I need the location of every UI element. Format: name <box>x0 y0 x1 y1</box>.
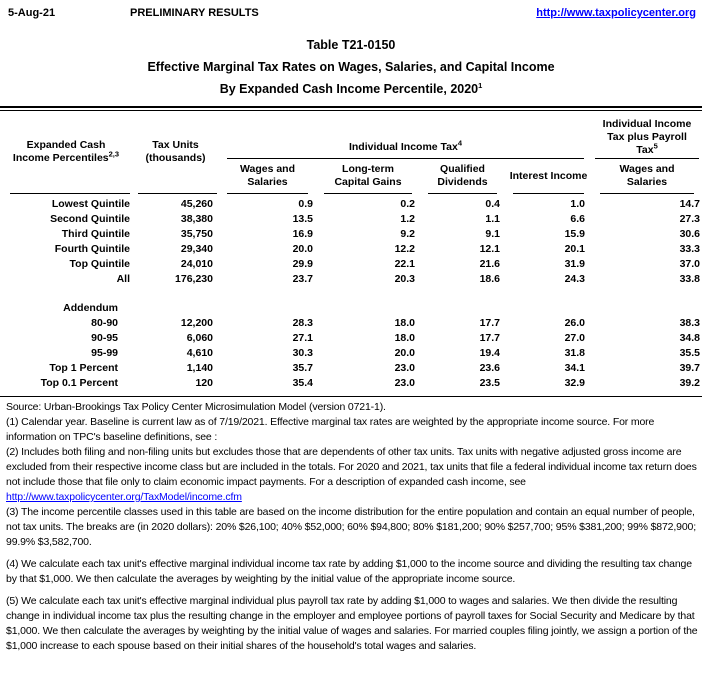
table-row <box>0 227 702 242</box>
individual-income-tax-group-header <box>219 111 592 159</box>
row-value: 20.0 <box>292 243 313 255</box>
subheader-line2: Dividends <box>437 176 488 188</box>
row-value: 19.4 <box>479 347 500 359</box>
row-value: 1.2 <box>400 213 415 225</box>
tax-units-header-line1: Tax Units <box>152 139 199 151</box>
row-value: 27.0 <box>564 332 585 344</box>
income-plus-payroll-group <box>592 111 702 194</box>
table-row <box>0 361 702 376</box>
subheader-line2: Capital Gains <box>334 176 402 188</box>
group-header-label: Individual Income Tax$^4$ <box>348 138 463 153</box>
row-value: 33.8 <box>679 273 700 285</box>
subheader-line1: Interest Income <box>509 169 588 182</box>
row-value: 120 <box>195 377 213 389</box>
row-value: 31.9 <box>564 258 585 270</box>
footnote-1: (1) Calendar year. Baseline is current law as of 7/19/2021. Effective marginal tax rates are weighted by the appropriate income source. For more information on TPC's baseline definitions, see : <box>6 416 655 443</box>
header-underline <box>227 193 308 194</box>
row-value: 35.5 <box>679 347 700 359</box>
payroll-group-line1: Individual Income <box>602 118 692 130</box>
report-date: 5-Aug-21 <box>8 7 56 19</box>
row-value: 14.7 <box>679 198 700 210</box>
title-block <box>0 34 702 100</box>
percentiles-header-line1: Expanded Cash <box>26 139 106 151</box>
row-value: 35,750 <box>180 228 213 240</box>
row-value: 1.0 <box>570 198 585 210</box>
row-value: 30.3 <box>292 347 313 359</box>
row-value: 0.4 <box>485 198 500 210</box>
row-value: 6.6 <box>570 213 585 225</box>
taxpolicycenter-link[interactable]: http://www.taxpolicycenter.org <box>536 7 696 19</box>
row-value: 39.7 <box>679 362 700 374</box>
row-value: 1,140 <box>186 362 213 374</box>
column-header-interest-income <box>505 159 592 194</box>
table-row <box>0 272 702 287</box>
row-value: 28.3 <box>292 317 313 329</box>
percentiles-header-line2: Income Percentiles$^{2,3}$ <box>12 149 120 164</box>
row-value: 12,200 <box>180 317 213 329</box>
table-row <box>0 257 702 272</box>
row-label: 95-99 <box>91 347 118 359</box>
row-value: 35.7 <box>292 362 313 374</box>
row-value: 34.1 <box>564 362 585 374</box>
row-value: 9.1 <box>485 228 500 240</box>
row-value <box>505 301 592 316</box>
row-value: 12.1 <box>479 243 500 255</box>
table-row <box>0 346 702 361</box>
subheader-row <box>219 159 592 194</box>
row-value: 22.1 <box>394 258 415 270</box>
row-value <box>316 301 420 316</box>
group-footnote-ref: 4 <box>457 138 463 148</box>
table-row <box>0 331 702 346</box>
row-value: 20.1 <box>564 243 585 255</box>
footnote-5: (5) We calculate each tax unit's effective marginal individual plus payroll tax rate by adding $1,000 to wages and salaries. We then divide the resulting change in individual income tax plus the resulting change in the employer and employee portions of payroll taxes for Social Security and Medicare by that $1,000. We then calculate the averages by weighting by the initial value of wages and salaries. For married couples filing jointly, we assign a portion of the $1,000 increase to each spouse based on their initial shares of the household's total wages and salaries. <box>6 595 698 652</box>
row-value: 30.6 <box>679 228 700 240</box>
subtitle-footnote-ref: 1 <box>478 80 483 90</box>
header-underline <box>428 193 497 194</box>
row-label: All <box>116 273 130 285</box>
row-label: Fourth Quintile <box>54 243 130 255</box>
subheader-line1: Qualified <box>440 163 485 175</box>
column-header-qualified-dividends <box>420 159 505 194</box>
row-value: 12.2 <box>394 243 415 255</box>
income-definition-link[interactable]: http://www.taxpolicycenter.org/TaxModel/income.cfm <box>6 491 242 503</box>
row-value: 0.2 <box>400 198 415 210</box>
table-row <box>0 212 702 227</box>
table-bottom-border <box>0 396 702 397</box>
page-subtitle <box>0 78 702 100</box>
row-value: 26.0 <box>564 317 585 329</box>
row-label: Second Quintile <box>50 213 130 225</box>
row-label: Top 1 Percent <box>49 362 118 374</box>
header-underline <box>513 193 584 194</box>
header-underline <box>324 193 412 194</box>
row-value: 32.9 <box>564 377 585 389</box>
row-value: 18.0 <box>394 332 415 344</box>
row-value: 23.5 <box>479 377 500 389</box>
row-value: 23.0 <box>394 377 415 389</box>
row-value: 24,010 <box>180 258 213 270</box>
subheader-line2: Salaries <box>626 176 668 188</box>
row-value: 38,380 <box>180 213 213 225</box>
table-row <box>0 301 702 316</box>
row-value: 21.6 <box>479 258 500 270</box>
row-value: 18.0 <box>394 317 415 329</box>
row-value: 20.3 <box>394 273 415 285</box>
subheader-line1: Long-term <box>342 163 394 175</box>
page-title: Effective Marginal Tax Rates on Wages, Salaries, and Capital Income <box>147 60 555 74</box>
tax-rates-table <box>0 111 702 397</box>
table-rows <box>0 194 702 391</box>
row-value: 16.9 <box>292 228 313 240</box>
row-value: 9.2 <box>400 228 415 240</box>
row-value <box>219 301 316 316</box>
footnote-2: (2) Includes both filing and non-filing units but excludes those that are dependents of other tax units. Tax units with negative adjusted gross income are excluded from their respective income class but are included in the totals. For 2020 and 2021, tax units that file a federal individual income tax return does not include those that file only to claim economic impact payments. For a description of expanded cash income, see <box>6 446 697 488</box>
row-value: 15.9 <box>564 228 585 240</box>
row-label: Third Quintile <box>61 228 130 240</box>
column-header-wages-salaries-payroll <box>592 159 702 194</box>
subheader-line1: Wages and <box>239 163 296 175</box>
row-value: 45,260 <box>180 198 213 210</box>
tax-units-header-line2: (thousands) <box>145 152 206 164</box>
table-header <box>0 111 702 194</box>
row-value: 176,230 <box>175 273 213 285</box>
footnote-3: (3) The income percentile classes used in this table are based on the income distribution for the entire population and contain an equal number of people, not tax units. The breaks are (in 2020 dollars): 20% $26,100; 40% $52,000; 60% $94,800; 80% $181,200; 90% $257,700; 95% $381,200; 99% $872,900; 99.9% $3,582,700. <box>6 506 696 548</box>
column-header-wages-salaries <box>219 159 316 194</box>
row-value: 17.7 <box>479 317 500 329</box>
row-value: 39.2 <box>679 377 700 389</box>
table-row <box>0 242 702 257</box>
row-value: 27.1 <box>292 332 313 344</box>
row-value: 20.0 <box>394 347 415 359</box>
footnotes <box>6 400 698 654</box>
row-label: 90-95 <box>91 332 118 344</box>
individual-income-tax-group <box>219 111 592 194</box>
row-label: Top Quintile <box>69 258 130 270</box>
row-value <box>592 301 702 316</box>
table-row <box>0 197 702 212</box>
row-value: 4,610 <box>186 347 213 359</box>
column-header-capital-gains <box>316 159 420 194</box>
table-row <box>0 316 702 331</box>
subheader-line2: Salaries <box>247 176 288 188</box>
row-value: 6,060 <box>186 332 213 344</box>
footnote-4: (4) We calculate each tax unit's effective marginal individual income tax rate by adding $1,000 to the income source and dividing the resulting tax change by that $1,000. We then calculate the averages by weighting by the initial value of the appropriate income source. <box>6 558 692 585</box>
row-value: 31.8 <box>564 347 585 359</box>
row-value: 35.4 <box>292 377 313 389</box>
row-value: 23.6 <box>479 362 500 374</box>
row-value: 33.3 <box>679 243 700 255</box>
payroll-group-line2: Tax plus Payroll <box>607 131 687 143</box>
row-value: 18.6 <box>479 273 500 285</box>
row-value: 0.9 <box>298 198 313 210</box>
payroll-group-line3: Tax$^5$ <box>636 141 658 156</box>
row-label: 80-90 <box>91 317 118 329</box>
table-row <box>0 376 702 391</box>
subtitle-text: By Expanded Cash Income Percentile, 2020 <box>219 82 479 96</box>
subheader-line1: Wages and <box>619 163 675 175</box>
column-header-tax-units <box>132 111 219 194</box>
row-value: 23.0 <box>394 362 415 374</box>
column-header-percentiles <box>0 111 132 194</box>
source-note: Source: Urban-Brookings Tax Policy Center Microsimulation Model (version 0721-1). <box>6 401 386 413</box>
table-number: Table T21-0150 <box>306 38 396 52</box>
percentiles-footnote-ref: 2,3 <box>108 149 120 159</box>
row-value: 29,340 <box>180 243 213 255</box>
top-strip <box>0 0 702 21</box>
row-label: Addendum <box>63 302 118 314</box>
payroll-group-footnote-ref: 5 <box>653 141 658 151</box>
row-value: 37.0 <box>679 258 700 270</box>
row-value: 1.1 <box>485 213 500 225</box>
row-value: 27.3 <box>679 213 700 225</box>
preliminary-results-label: PRELIMINARY RESULTS <box>130 7 259 19</box>
row-value: 38.3 <box>679 317 700 329</box>
row-value: 29.9 <box>292 258 313 270</box>
row-value: 23.7 <box>292 273 313 285</box>
row-label: Lowest Quintile <box>51 198 130 210</box>
income-plus-payroll-group-header <box>592 111 702 159</box>
header-underline <box>600 193 694 194</box>
row-value: 34.8 <box>679 332 700 344</box>
row-value <box>420 301 505 316</box>
row-label: Top 0.1 Percent <box>40 377 118 389</box>
row-value: 13.5 <box>292 213 313 225</box>
row-value: 17.7 <box>479 332 500 344</box>
header-underline <box>138 193 217 194</box>
header-underline <box>10 193 130 194</box>
row-value: 24.3 <box>564 273 585 285</box>
row-value <box>132 301 219 316</box>
spacer-row <box>0 287 702 301</box>
